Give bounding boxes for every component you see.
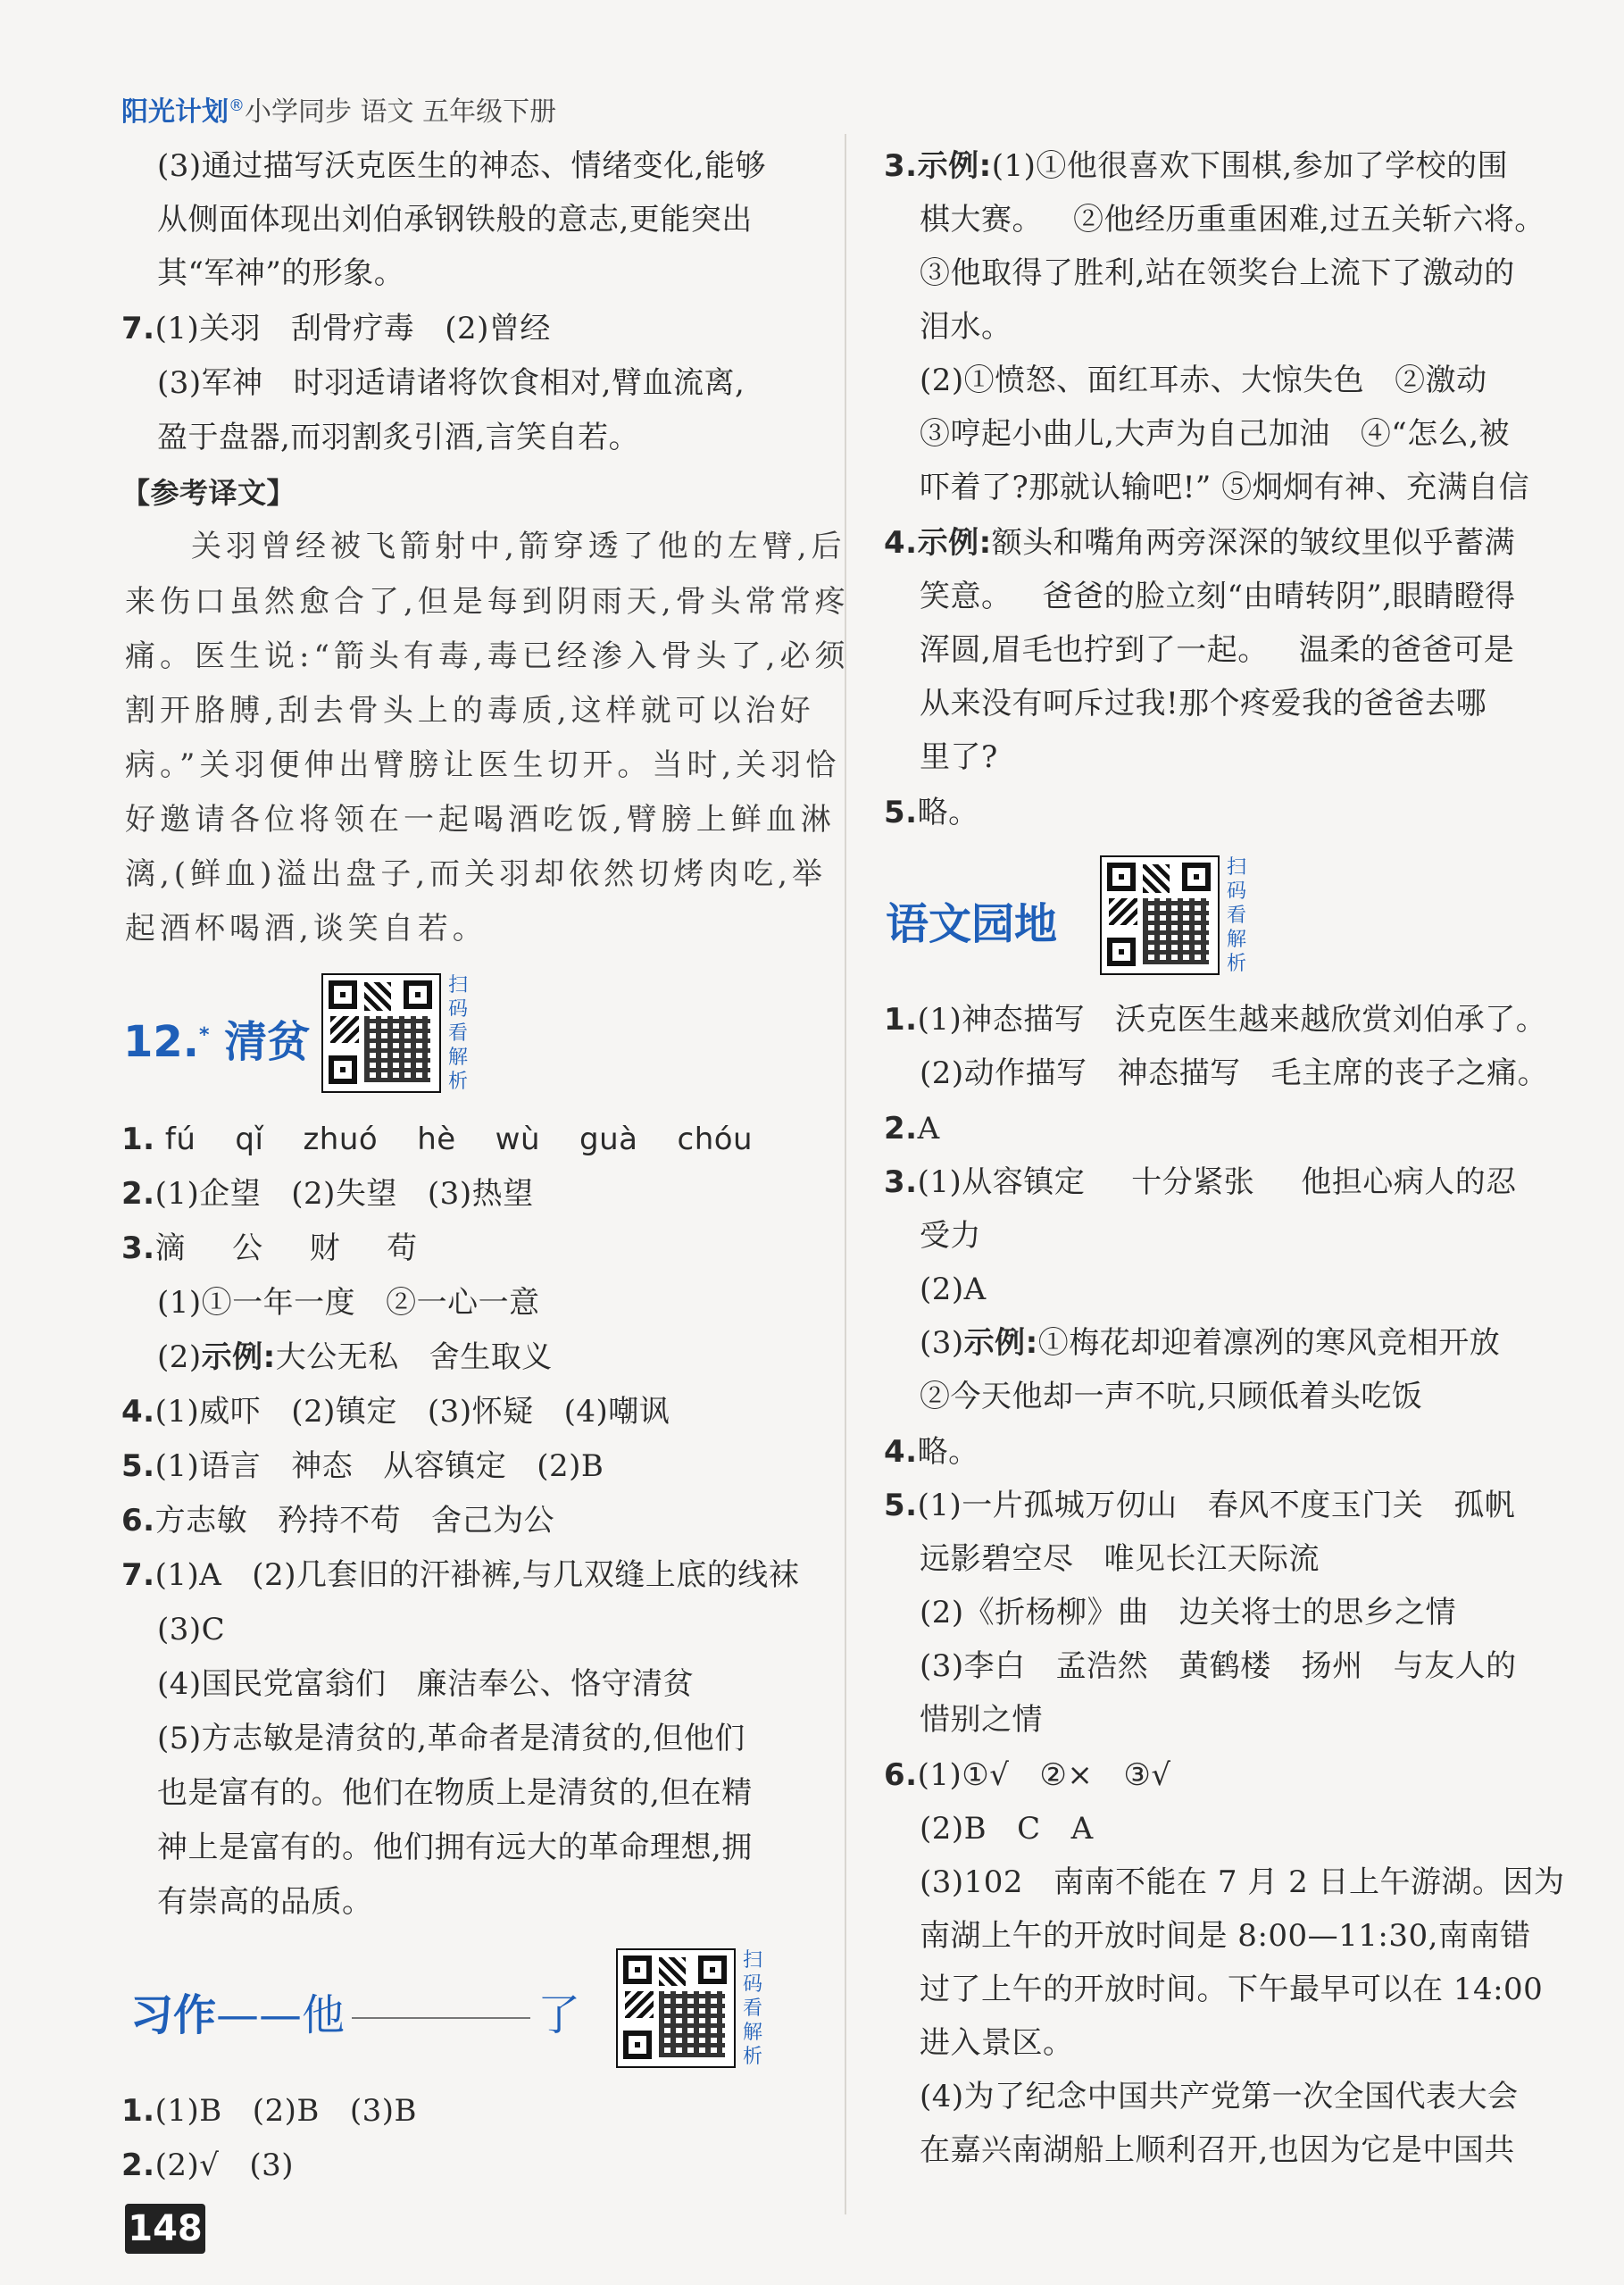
answer-r4: 4.示例:额头和嘴角两旁深深的皱纹里似乎蓄满	[884, 525, 1516, 561]
answer-line: 进入景区。	[920, 2025, 1074, 2061]
answer-x1: 1.(1)B (2)B (3)B	[121, 2093, 418, 2129]
answer-line: 过了上午的开放时间。下午最早可以在 14:00	[920, 1972, 1544, 2007]
answer-line: 从来没有呵斥过我!那个疼爱我的爸爸去哪	[920, 686, 1487, 721]
qr-code[interactable]	[1100, 855, 1220, 975]
qr-label: 扫码看解析	[1227, 856, 1247, 975]
translation-line: 关羽曾经被飞箭射中,箭穿透了他的左臂,后	[191, 529, 846, 564]
answer-line: 浑圆,眉毛也拧到了一起。 温柔的爸爸可是	[920, 632, 1515, 668]
answer-p7: 7.(1)A (2)几套旧的汗褂裤,与几双缝上底的线袜	[121, 1557, 800, 1593]
brand-name: 阳光计划	[121, 96, 229, 128]
translation-line: 病。”关羽便伸出臂膀让医生切开。当时,关羽恰	[125, 747, 841, 783]
answer-line: (2)示例:大公无私 舍生取义	[157, 1339, 553, 1375]
answer-line: 从侧面体现出刘伯承钢铁般的意志,更能突出	[157, 202, 753, 238]
registered-mark: ®	[229, 96, 245, 115]
answer-line: (3)C	[157, 1612, 226, 1647]
section-title-yuwenyuandi: 语文园地	[886, 899, 1058, 949]
answer-line: (2)动作描写 神态描写 毛主席的丧子之痛。	[920, 1055, 1549, 1091]
translation-line: 痛。医生说:“箭头有毒,毒已经渗入骨头了,必须	[125, 638, 850, 674]
translation-heading: 【参考译文】	[121, 476, 296, 510]
translation-line: 割开胳膊,刮去骨头上的毒质,这样就可以治好	[125, 693, 815, 729]
answer-line: 南湖上午的开放时间是 8:00—11:30,南南错	[920, 1918, 1531, 1954]
answer-line: (5)方志敏是清贫的,革命者是清贫的,但他们	[157, 1721, 745, 1756]
answer-line: 泪水。	[920, 309, 1012, 345]
answer-y1: 1.(1)神态描写 沃克医生越来越欣赏刘伯承了。	[884, 1002, 1547, 1038]
answer-line: (4)为了纪念中国共产党第一次全国代表大会	[920, 2079, 1519, 2114]
answer-line: (2)《折杨柳》曲 边关将士的思乡之情	[920, 1595, 1457, 1630]
qr-label: 扫码看解析	[743, 1949, 763, 2068]
answer-line: 有崇高的品质。	[157, 1884, 373, 1920]
answer-line: (3)示例:①梅花却迎着凛冽的寒风竞相开放	[920, 1325, 1501, 1361]
answer-line: (3)通过描写沃克医生的神态、情绪变化,能够	[157, 148, 766, 184]
answer-line: 其“军神”的形象。	[157, 255, 405, 291]
answer-r5: 5.略。	[884, 795, 979, 830]
answer-y5: 5.(1)一片孤城万仞山 春风不度玉门关 孤帆	[884, 1488, 1516, 1523]
translation-line: 好邀请各位将领在一起喝酒吃饭,臂膀上鲜血淋	[125, 802, 836, 838]
answer-line: ③他取得了胜利,站在领奖台上流下了激动的	[920, 255, 1515, 291]
answer-p5: 5.(1)语言 神态 从容镇定 (2)B	[121, 1448, 604, 1484]
translation-line: 漓,(鲜血)溢出盘子,而关羽却依然切烤肉吃,举	[125, 856, 827, 892]
answer-line: ③哼起小曲儿,大声为自己加油 ④“怎么,被	[920, 416, 1511, 452]
section-title-xizuo: 习作——他 了	[130, 1990, 581, 2040]
answer-line: (1)①一年一度 ②一心一意	[157, 1285, 540, 1321]
page-header	[121, 89, 556, 129]
answer-line: (2)B C A	[920, 1811, 1094, 1847]
answer-y4: 4.略。	[884, 1434, 979, 1470]
qr-code[interactable]	[616, 1948, 736, 2068]
answer-line: 里了?	[920, 739, 998, 775]
answer-line: 也是富有的。他们在物质上是清贫的,但在精	[157, 1775, 753, 1811]
answer-p6: 6.方志敏 矜持不苟 舍己为公	[121, 1503, 555, 1539]
answer-line: (3)军神 时羽适请诸将饮食相对,臂血流离,	[157, 365, 745, 401]
answer-line: 棋大赛。 ②他经历重重困难,过五关斩六将。	[920, 202, 1545, 238]
header-subtitle: 小学同步 语文 五年级下册	[245, 96, 557, 128]
answer-q7: 7.(1)关羽 刮骨疗毒 (2)曾经	[121, 311, 551, 346]
translation-line: 来伤口虽然愈合了,但是每到阴雨天,骨头常常疼	[125, 584, 850, 620]
answer-line: 吓着了?那就认输吧!” ⑤炯炯有神、充满自信	[920, 470, 1530, 505]
answer-line: (3)102 南南不能在 7 月 2 日上午游湖。因为	[920, 1864, 1565, 1900]
answer-p3: 3.滴 公 财 苟	[121, 1230, 418, 1266]
answer-line: (2)①愤怒、面红耳赤、大惊失色 ②激动	[920, 363, 1487, 398]
answer-x2: 2.(2)√ (3)	[121, 2147, 295, 2183]
answer-line: 神上是富有的。他们拥有远大的革命理想,拥	[157, 1830, 753, 1865]
answer-y2: 2.A	[884, 1111, 940, 1147]
answer-line: 受力	[920, 1218, 981, 1254]
answer-line: (2)A	[920, 1272, 987, 1307]
answer-line: ②今天他却一声不吭,只顾低着头吃饭	[920, 1379, 1423, 1414]
column-divider	[845, 134, 846, 2214]
translation-line: 起酒杯喝酒,谈笑自若。	[125, 911, 487, 947]
answer-r3: 3.示例:(1)①他很喜欢下围棋,参加了学校的围	[884, 148, 1509, 184]
answer-line: (3)李白 孟浩然 黄鹤楼 扬州 与友人的	[920, 1648, 1517, 1684]
page-number: 148	[125, 2204, 205, 2254]
answer-p2: 2.(1)企望 (2)失望 (3)热望	[121, 1176, 534, 1212]
answer-y3: 3.(1)从容镇定 十分紧张 他担心病人的忍	[884, 1164, 1517, 1200]
answer-line: 惜别之情	[920, 1702, 1043, 1738]
answer-p4: 4.(1)威吓 (2)镇定 (3)怀疑 (4)嘲讽	[121, 1394, 670, 1430]
answer-line: 在嘉兴南湖船上顺利召开,也因为它是中国共	[920, 2132, 1515, 2168]
qr-code[interactable]	[321, 973, 441, 1093]
qr-label: 扫码看解析	[448, 974, 469, 1093]
answer-line: 盈于盘器,而羽割炙引酒,言笑自若。	[157, 420, 640, 455]
answer-y6: 6.(1)①√ ②× ③√	[884, 1757, 1171, 1793]
section-title-12: 12.* 清贫	[123, 1017, 311, 1067]
answer-p1: 1. fú qǐ zhuó hè wù guà chóu	[121, 1122, 754, 1157]
answer-line: 远影碧空尽 唯见长江天际流	[920, 1541, 1320, 1577]
answer-line: 笑意。 爸爸的脸立刻“由晴转阴”,眼睛瞪得	[920, 579, 1516, 614]
answer-line: (4)国民党富翁们 廉洁奉公、恪守清贫	[157, 1666, 695, 1702]
